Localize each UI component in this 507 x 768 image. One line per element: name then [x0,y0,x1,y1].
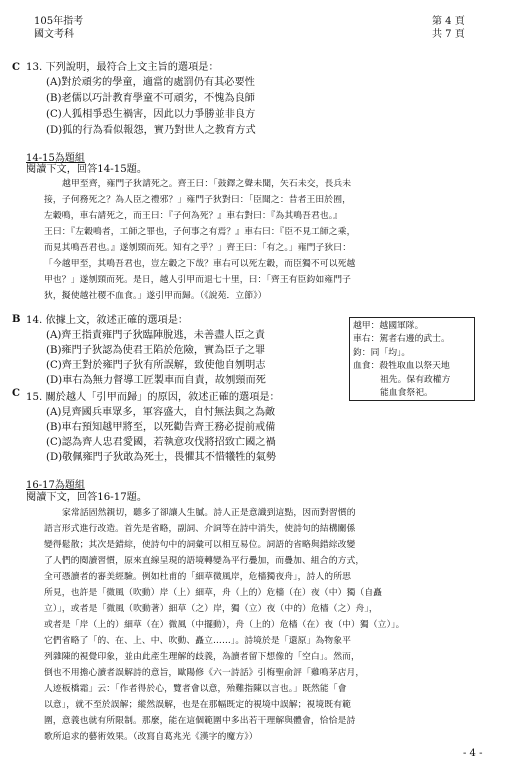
glossary-entry: 能血食祭祀。 [380,388,433,399]
passage-line: 接，子何務死之？為人臣之禮邪？」雍門子狄對曰：「臣聞之：昔者王田於囿， [44,195,351,205]
glossary-entry: 車右：駕者右邊的武士。 [353,334,450,345]
group-14-15-intro: 閱讀下文，回答14-15題。 [26,164,148,175]
passage-line: 或者是「岸（上的）細草（在）微風（中擺動），舟（上的）危檣（在）夜（中）獨（立）」。 [44,620,405,630]
question-14-stem: 14. 依據上文，敘述正確的選項是： [26,315,189,326]
q14-option-a: (A)齊王指責雍門子狄臨陣脫逃，未善盡人臣之責 [46,330,266,341]
page-number: - 4 - [463,748,483,759]
passage-line: 全可憑讀者的審美經驗。例如杜甫的「細草微風岸，危檣獨夜舟」，詩人的所思 [44,572,351,582]
q14-option-d: (D)車右為無力督導工匠製車而自責，故刎頸而死 [46,375,266,386]
page-indicator: 第 4 頁 [432,16,465,27]
q15-option-c: (C)認為齊人忠君愛國，若執意攻伐將招致亡國之禍 [46,437,276,448]
q14-option-c: (C)齊王對於雍門子狄有所誤解，致使他自刎明志 [46,360,266,371]
question-13-stem: 13. 下列說明，最符合上文主旨的選項是： [26,62,219,73]
answer-mark-14: B [12,314,21,325]
group-16-17-title: 16-17為題組 [26,480,85,491]
q13-option-a: (A)對於頑劣的學童，適當的處罰仍有其必要性 [46,77,255,88]
q14-option-b: (B)雍門子狄認為使君王陷於危險，實為臣子之罪 [46,345,266,356]
passage-line: 變得鬆散；其次是錯綜，使詩句中的詞彙可以相互易位。詞語的省略與錯綜改變 [44,540,356,550]
passage-line: 圍，意義也就有所限制。那麼，能在這個範圍中多出若干理解與體會，恰恰是詩 [44,716,356,726]
question-15-stem: 15. 關於越人「引甲而歸」的原因，敘述正確的選項是： [26,392,280,403]
glossary-entry: 越甲：越國軍隊。 [353,321,424,331]
passage-line: 家常話固然親切，聽多了卻讓人生膩。詩人正是意識到這點，因而對習慣的 [62,508,356,518]
group-14-15-title: 14-15為題組 [26,153,85,164]
passage-line: 而見其鳴吾君也。』遂刎頸而死。知有之乎？」齊王曰：「有之。」雍門子狄曰： [44,243,352,253]
total-pages: 共 7 頁 [432,29,465,40]
passage-line: 立）」，或者是「微風（吹動著）細草（之）岸，獨（立）夜（中的）危檣（之）舟」， [44,604,378,614]
subject-name: 國文考科 [34,29,74,40]
passage-line: 列雜陳的視覺印象，並由此產生理解的歧義，為讀者留下想像的「空白」。然而， [44,652,360,662]
exam-name: 105年指考 [34,16,84,27]
passage-line: 了人們的閱讀習慣，原來直線呈現的語境轉變為平行疊加，而疊加、組合的方式， [44,556,365,566]
passage-line: 狄，擬使越社稷不血食。」遂引甲而歸。（《說苑．立節》） [44,291,267,301]
glossary-box [349,317,475,401]
passage-line: 歌所追求的藝術效果。（改寫自葛兆光《漢字的魔方》） [44,732,258,742]
q15-option-b: (B)車右預知越甲將至，以死勸告齊王務必提前戒備 [46,422,276,433]
passage-line: 它們省略了「的、在、上、中、吹動、矗立……」。詩境於是「還原」為物象平 [44,636,351,646]
passage-line: 甲也？」遂刎頸而死。是日，越人引甲而退七十里，曰：「齊王有臣鈞如雍門子 [44,275,351,285]
group-16-17-intro: 閱讀下文，回答16-17題。 [26,492,148,503]
passage-line: 王曰：『左轂鳴者，工師之罪也，子何事之有焉？』車右曰：『臣不見工師之乘， [44,227,356,237]
passage-line: 倒也不用擔心讀者誤解詩的意旨，歐陽修《六一詩話》引梅聖俞評「雞鳴茅店月， [44,668,365,678]
q15-option-d: (D)敬佩雍門子狄敢為死士，畏懼其不惜犧牲的氣勢 [46,452,277,463]
q13-option-b: (B)老儒以巧計教育學童不可頑劣，不愧為良師 [46,93,255,104]
passage-line: 越甲至齊，雍門子狄請死之。齊王曰：「鼓鐸之聲未聞，矢石未交，長兵未 [62,179,352,189]
answer-mark-13: C [12,62,20,73]
q13-option-d: (D)狐的行為看似報怨，實乃對世人之教育方式 [46,125,256,136]
glossary-entry: 鈞：同「均」。 [353,347,411,358]
passage-line: 「今越甲至，其鳴吾君也，豈左轂之下哉？車右可以死左轂，而臣獨不可以死越 [44,259,356,269]
q15-option-a: (A)見齊國兵車眾多，軍容盛大，自忖無法與之為敵 [46,407,276,418]
passage-line: 人迹板橋霜」云：「作者得於心，覽者會以意，殆難指陳以言也。」既然能「會 [44,684,347,694]
passage-line: 語言形式進行改造。首先是省略，副詞、介詞等在詩中消失，使詩句的結構關係 [44,524,356,534]
q13-option-c: (C)人狐相爭恐生禍害，因此以力爭勝並非良方 [46,109,256,120]
passage-line: 左轂鳴，車右請死之，而王曰：『子何為死？』車右對曰：『為其鳴吾君也。』 [44,211,343,221]
answer-mark-15: C [12,388,20,399]
passage-line: 所見，也許是「微風（吹動）岸（上）細草，舟（上的）危檣（在）夜（中）獨（自矗 [44,588,383,598]
glossary-entry: 祖先。保有政權方 [380,374,451,385]
passage-line: 以意」，就不至於誤解；縱然誤解，也是在那幅既定的視境中誤解；視境既有範 [44,700,351,710]
glossary-entry: 血食：殺牲取血以祭天地 [353,361,450,372]
